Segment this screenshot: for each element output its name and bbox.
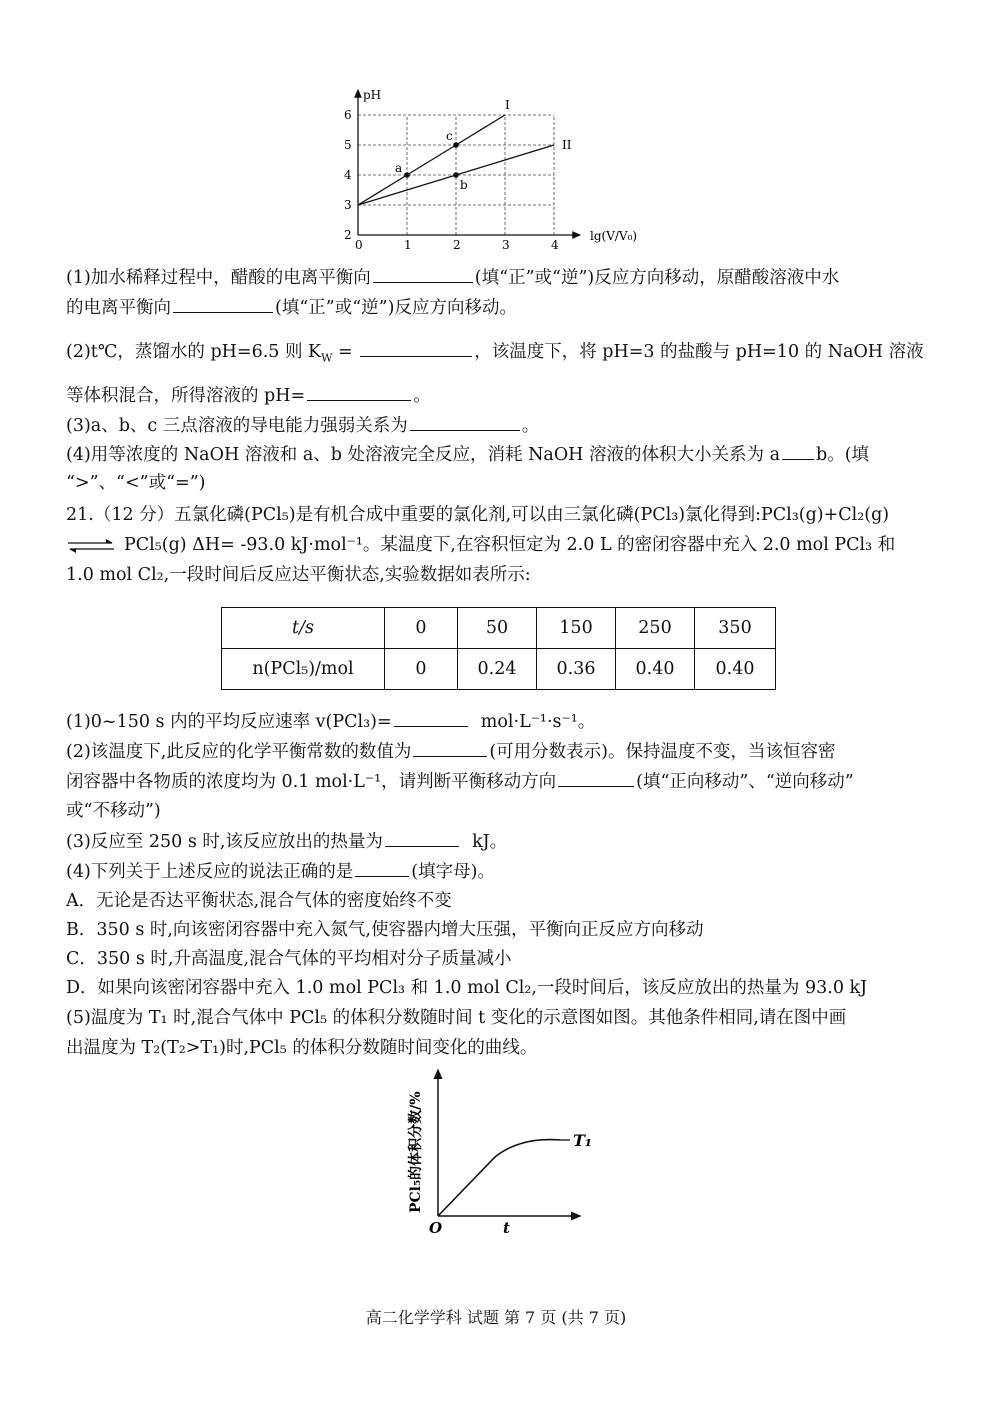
option-d: D．如果向该密闭容器中充入 1.0 mol PCl₃ 和 1.0 mol Cl₂,一段时间后，该反应放出的热量为 93.0 kJ	[66, 978, 868, 998]
answer-blank-k[interactable]	[413, 740, 487, 757]
q20-part1-line2: 的电离平衡向 (填“正”或“逆”)反应方向移动。	[66, 298, 517, 318]
table-cell: 250	[616, 608, 695, 649]
x-tick-label: 2	[453, 238, 461, 252]
table-cell: 0.36	[537, 649, 616, 690]
point-label: a	[395, 161, 403, 175]
point-label: c	[446, 129, 453, 143]
answer-blank-1[interactable]	[373, 266, 473, 283]
data-point-b	[453, 172, 459, 178]
series-label: I	[505, 98, 510, 112]
q21-part4: (4)下列关于上述反应的说法正确的是 (填字母)。	[66, 862, 495, 882]
x-tick-label: 3	[502, 238, 510, 252]
table-cell: 0.40	[695, 649, 776, 690]
y-tick-label: 6	[344, 108, 352, 122]
origin-label: O	[429, 1219, 443, 1237]
x-tick-label: 1	[404, 238, 412, 252]
table-cell: 150	[537, 608, 616, 649]
y-axis-label: pH	[363, 88, 382, 102]
data-point-a	[404, 172, 410, 178]
q20-part4-line2: “>”、“<”或“=”)	[66, 473, 206, 493]
answer-blank-choice[interactable]	[355, 860, 409, 877]
point-label: b	[460, 178, 468, 192]
q20-part4-line1: (4)用等浓度的 NaOH 溶液和 a、b 处溶液完全反应，消耗 NaOH 溶液的体积大小关系为 a b。(填	[66, 445, 870, 465]
q20-part2-line2: 等体积混合，所得溶液的 pH= 。	[66, 386, 431, 406]
t1-curve	[438, 1140, 560, 1216]
x-axis-label: t	[503, 1219, 510, 1237]
pcl5-data-table	[221, 607, 776, 690]
q20-part3: (3)a、b、c 三点溶液的导电能力强弱关系为 。	[66, 416, 540, 436]
option-c: C．350 s 时,升高温度,混合气体的平均相对分子质量减小	[66, 949, 512, 969]
q21-intro-line2: PCl₅(g) ΔH= -93.0 kJ·mol⁻¹。某温度下,在容积恒定为 2.0 L 的密闭容器中充入 2.0 mol PCl₃ 和	[66, 534, 936, 556]
q21-part2-line3: 或“不移动”)	[66, 801, 161, 821]
answer-blank-kw[interactable]	[360, 340, 472, 357]
q21-part3: (3)反应至 250 s 时,该反应放出的热量为 kJ。	[66, 832, 508, 852]
answer-blank-2[interactable]	[173, 296, 273, 313]
table-cell: 0.24	[458, 649, 537, 690]
t1-curve-label: T₁	[573, 1131, 592, 1150]
y-tick-label: 2	[344, 228, 352, 242]
answer-blank-direction[interactable]	[558, 770, 634, 787]
answer-blank-rate[interactable]	[394, 710, 468, 727]
option-a: A．无论是否达平衡状态,混合气体的密度始终不变	[66, 891, 452, 911]
table-cell: 0	[385, 649, 458, 690]
table-cell: 350	[695, 608, 776, 649]
q21-intro-line3: 1.0 mol Cl₂,一段时间后反应达平衡状态,实验数据如表所示:	[66, 565, 531, 585]
series-line-I	[358, 115, 505, 205]
y-tick-label: 3	[344, 198, 352, 212]
y-tick-label: 5	[344, 138, 352, 152]
ph-dilution-chart	[330, 85, 660, 255]
x-tick-label: 4	[551, 238, 559, 252]
q20-part1-line1: (1)加水稀释过程中，醋酸的电离平衡向 (填“正”或“逆”)反应方向移动，原醋酸溶液中水	[66, 268, 840, 288]
answer-blank-heat[interactable]	[385, 830, 459, 847]
x-axis-label: lg(V/V₀)	[590, 229, 638, 243]
q21-part5-line2: 出温度为 T₂(T₂>T₁)时,PCl₅ 的体积分数随时间变化的曲线。	[66, 1038, 538, 1058]
q21-part2-line1: (2)该温度下,此反应的化学平衡常数的数值为 (可用分数表示)。保持温度不变，当该恒容密	[66, 742, 836, 762]
equilibrium-arrow-icon	[66, 539, 116, 553]
table-header-cell: t/s	[222, 608, 385, 649]
table-cell: 0.40	[616, 649, 695, 690]
y-axis-label: PCl₅的体积分数/%	[408, 1091, 424, 1213]
data-point-c	[453, 142, 459, 148]
table-cell: 0	[385, 608, 458, 649]
q20-part2-line1: (2)t℃，蒸馏水的 pH=6.5 则 $K_W$ = ，该温度下，将 pH=3 的盐酸与 pH=10 的 NaOH 溶液	[66, 342, 924, 365]
series-label: II	[562, 138, 572, 152]
option-b: B．350 s 时,向该密闭容器中充入氮气,使容器内增大压强，平衡向正反应方向移动	[66, 920, 704, 940]
answer-blank-conductivity[interactable]	[410, 414, 520, 431]
q21-part5-line1: (5)温度为 T₁ 时,混合气体中 PCl₅ 的体积分数随时间 t 变化的示意图如图。其他条件相同,请在图中画	[66, 1008, 847, 1028]
answer-blank-compare[interactable]	[782, 443, 814, 460]
pcl5-fraction-chart	[395, 1065, 625, 1245]
y-tick-label: 4	[344, 168, 352, 182]
page-footer: 高二化学学科 试题 第 7 页 (共 7 页)	[365, 1308, 627, 1327]
answer-blank-ph[interactable]	[307, 384, 411, 401]
table-row	[222, 649, 776, 690]
q21-part1: (1)0~150 s 内的平均反应速率 v(PCl₃)= mol·L⁻¹·s⁻¹。	[66, 712, 596, 732]
q21-intro-line1: 21.（12 分）五氯化磷(PCl₅)是有机合成中重要的氯化剂,可以由三氯化磷(PCl₃)氯化得到:PCl₃(g)+Cl₂(g)	[66, 505, 890, 525]
table-header-cell: n(PCl₅)/mol	[222, 649, 385, 690]
table-cell: 50	[458, 608, 537, 649]
q21-part2-line2: 闭容器中各物质的浓度均为 0.1 mol·L⁻¹，请判断平衡移动方向 (填“正向移动”、“逆向移动”	[66, 772, 854, 792]
x-tick-label: 0	[355, 238, 363, 252]
table-row	[222, 608, 776, 649]
